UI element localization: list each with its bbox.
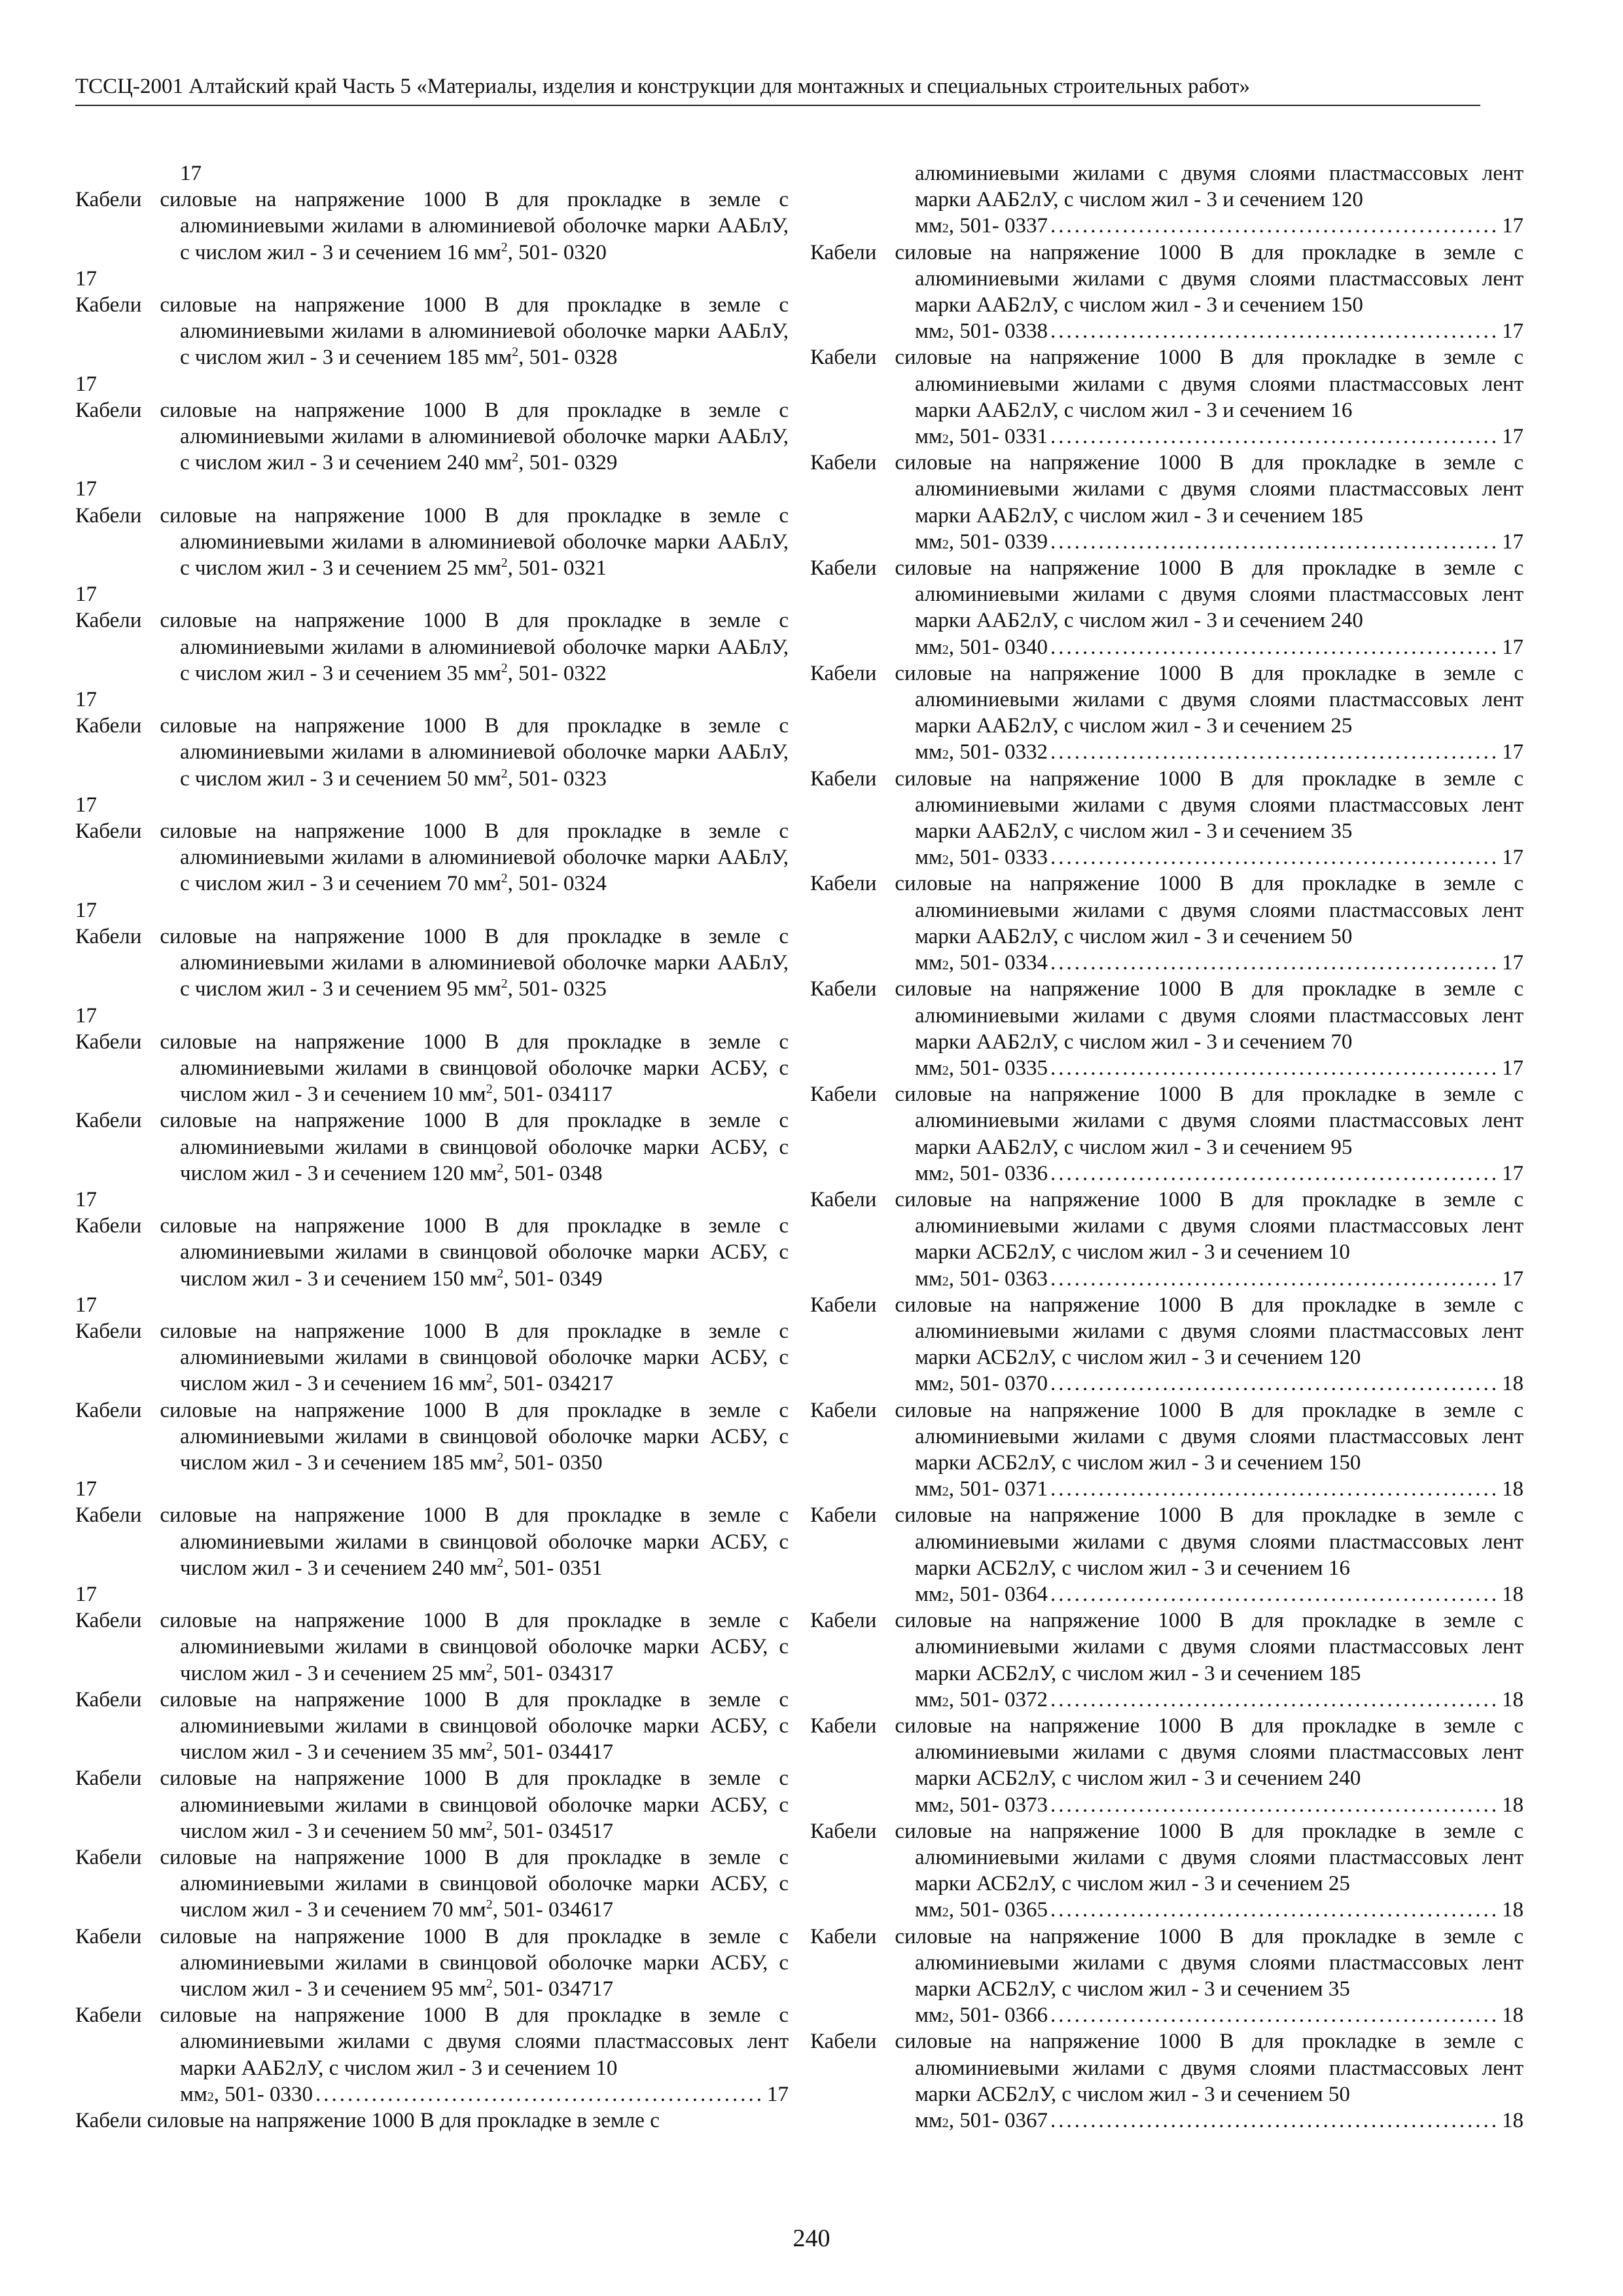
entry-text: Кабели силовые на напряжение 1000 В для прокладке в земле с алюминиевыми жилами в алюминиевой оболочке марки ААБлУ, с числом жил - 3 и сечением 185 мм — [75, 293, 789, 370]
entry-text: Кабели силовые на напряжение 1000 В для прокладке в земле с алюминиевыми жилами в свинцовой оболочке марки АСБУ, с числом жил - 3 и сечением 70 мм — [75, 1846, 789, 1922]
entry-code: , 501- 0348 — [503, 1161, 603, 1185]
entry-tail: мм 2 , 501- 0371 ..... 18 — [915, 1476, 1524, 1502]
index-entry — [75, 1924, 789, 2003]
index-entry — [75, 1687, 789, 1766]
index-entry — [75, 503, 789, 608]
superscript: 2 — [497, 1450, 504, 1465]
index-entry — [810, 1081, 1524, 1187]
entry-text: Кабели силовые на напряжение 1000 В для прокладке в земле с алюминиевыми жилами в свинцовой оболочке марки АСБУ, с числом жил - 3 и сечением 95 мм — [75, 1924, 789, 2001]
entry-text: Кабели силовые на напряжение 1000 В для прокладке в земле с алюминиевыми жилами с двумя слоями пластмассовых лент марки АСБ2лУ, с числом жил - 3 и сечением 16 — [810, 1503, 1524, 1580]
entry-page: 17 — [1502, 951, 1524, 975]
entry-unit: мм — [915, 1687, 942, 1712]
superscript: 2 — [501, 240, 508, 255]
index-entry — [810, 1397, 1524, 1503]
entry-tail: мм 2 , 501- 0370 ..... 18 — [915, 1371, 1524, 1397]
index-entry — [75, 713, 789, 818]
index-column-right — [810, 160, 1524, 2134]
superscript: 2 — [486, 1082, 493, 1097]
entry-text: Кабели силовые на напряжение 1000 В для прокладке в земле с алюминиевыми жилами с двумя слоями пластмассовых лент марки АСБ2лУ, с числом жил - 3 и сечением 185 — [810, 1609, 1524, 1685]
entry-page: 17 — [75, 372, 97, 396]
entry-page: 17 — [75, 477, 97, 501]
entry-unit: мм — [915, 1477, 942, 1501]
entry-page: 17 — [1502, 214, 1524, 238]
entry-page: 17 — [767, 2082, 789, 2106]
entry-code: , 501- 0335 — [948, 1056, 1048, 1080]
entry-text: Кабели силовые на напряжение 1000 В для прокладке в земле с алюминиевыми жилами в алюминиевой оболочке марки ААБлУ, с числом жил - 3 и сечением 35 мм — [75, 609, 789, 685]
entry-unit: мм — [915, 214, 942, 238]
entry-code: , 501- 034317 — [492, 1661, 613, 1685]
entry-code: , 501- 0373 — [948, 1793, 1048, 1817]
index-entry — [810, 2028, 1524, 2134]
dot-leader — [1050, 739, 1499, 765]
entry-page: 17 — [1502, 529, 1524, 554]
entry-code: , 501- 0339 — [948, 529, 1048, 554]
entry-text: Кабели силовые на напряжение 1000 В для прокладке в земле с алюминиевыми жилами в алюминиевой оболочке марки ААБлУ, с числом жил - 3 и сечением 240 мм — [75, 398, 789, 475]
entry-code: , 501- 0338 — [948, 319, 1048, 344]
index-entry — [810, 870, 1524, 976]
entry-text: Кабели силовые на напряжение 1000 В для прокладке в земле с алюминиевыми жилами с двумя слоями пластмассовых лент марки АСБ2лУ, с числом жил - 3 и сечением 35 — [810, 1924, 1524, 2001]
superscript: 2 — [497, 1266, 504, 1281]
superscript: 2 — [512, 345, 519, 360]
entry-tail: мм 2 , 501- 0339 ..... 17 — [915, 529, 1524, 555]
entry-unit: мм — [915, 846, 942, 870]
index-entry — [810, 555, 1524, 660]
entry-text: Кабели силовые на напряжение 1000 В для прокладке в земле с алюминиевыми жилами в алюминиевой оболочке марки ААБлУ, с числом жил - 3 и сечением 16 мм — [75, 188, 789, 264]
entry-page: 17 — [75, 583, 97, 607]
entry-code: , 501- 034117 — [492, 1083, 613, 1107]
entry-tail: мм 2 , 501- 0366 ..... 18 — [915, 2002, 1524, 2028]
entry-text: Кабели силовые на напряжение 1000 В для прокладке в земле с алюминиевыми жилами с двумя слоями пластмассовых лент марки ААБ2лУ, с числом жил - 3 и сечением 95 — [810, 1083, 1524, 1159]
entry-page: 17 — [1502, 740, 1524, 764]
entry-text: Кабели силовые на напряжение 1000 В для прокладке в земле с алюминиевыми жилами с двумя слоями пластмассовых лент марки ААБ2лУ, с числом жил - 3 и сечением 35 — [810, 766, 1524, 844]
entry-tail: мм 2 , 501- 0340 ..... 17 — [915, 634, 1524, 660]
index-entry — [75, 1765, 789, 1844]
index-entry — [810, 1187, 1524, 1292]
entry-text: Кабели силовые на напряжение 1000 В для прокладке в земле с алюминиевыми жилами в алюминиевой оболочке марки ААБлУ, с числом жил - 3 и сечением 95 мм — [75, 924, 789, 1001]
entry-page: 17 — [1502, 1266, 1524, 1291]
entry-text: Кабели силовые на напряжение 1000 В для прокладке в земле с алюминиевыми жилами в свинцовой оболочке марки АСБУ, с числом жил - 3 и сечением 10 мм — [75, 1030, 789, 1107]
entry-page: 17 — [75, 1293, 97, 1317]
entry-code: , 501- 0329 — [518, 451, 618, 475]
entry-tail: мм 2 , 501- 0337 ..... 17 — [915, 213, 1524, 239]
dot-leader — [1050, 1160, 1499, 1187]
entry-page: 18 — [1502, 1898, 1524, 1922]
entry-unit: мм — [915, 951, 942, 975]
entry-code: , 501- 0320 — [507, 240, 607, 264]
index-entry — [810, 1502, 1524, 1607]
entry-code: , 501- 0364 — [948, 1582, 1048, 1606]
index-entry — [75, 1607, 789, 1687]
index-entry — [810, 1292, 1524, 1397]
entry-page: 17 — [75, 1477, 97, 1501]
entry-page: 18 — [1502, 1793, 1524, 1817]
page-number: 240 — [793, 2225, 830, 2252]
superscript: 2 — [497, 1555, 504, 1570]
entry-page: 17 — [1502, 319, 1524, 344]
orphan-page-ref: 17 — [180, 162, 202, 185]
dot-leader — [1050, 2002, 1499, 2028]
entry-tail: мм 2 , 501- 0335 ..... 17 — [915, 1055, 1524, 1081]
entry-code: , 501- 034717 — [492, 1977, 613, 2001]
entry-code: , 501- 0371 — [948, 1477, 1048, 1501]
entry-page: 17 — [75, 1003, 97, 1028]
entry-unit: мм — [180, 2082, 207, 2106]
index-entry — [810, 1713, 1524, 1818]
superscript: 2 — [486, 1818, 493, 1833]
index-entry — [75, 1502, 789, 1607]
superscript: 2 — [501, 977, 508, 992]
entry-text: Кабели силовые на напряжение 1000 В для прокладке в земле с алюминиевыми жилами в свинцовой оболочке марки АСБУ, с числом жил - 3 и сечением 240 мм — [75, 1503, 789, 1580]
index-entry — [75, 1844, 789, 1924]
entry-code: , 501- 034517 — [492, 1819, 613, 1843]
entry-page: 18 — [1502, 2109, 1524, 2133]
entry-tail: мм 2 , 501- 0363 ..... 17 — [915, 1266, 1524, 1292]
index-entry — [810, 976, 1524, 1081]
entry-page: 17 — [75, 266, 97, 291]
index-entry — [75, 924, 789, 1029]
dot-leader — [1050, 950, 1499, 976]
entry-code: , 501- 0334 — [948, 951, 1048, 975]
superscript: 2 — [512, 450, 519, 465]
entry-tail: мм 2 , 501- 0333 ..... 17 — [915, 844, 1524, 870]
index-entry — [810, 1818, 1524, 1924]
dot-leader — [1050, 2108, 1499, 2134]
entry-text: Кабели силовые на напряжение 1000 В для прокладке в земле с алюминиевыми жилами с двумя слоями пластмассовых лент марки АСБ2лУ, с числом жил - 3 и сечением 240 — [810, 1713, 1524, 1791]
entry-page: 17 — [1502, 425, 1524, 449]
entry-text: Кабели силовые на напряжение 1000 В для прокладке в земле с алюминиевыми жилами с двумя слоями пластмассовых лент марки ААБ2лУ, с числом жил - 3 и сечением 240 — [810, 556, 1524, 633]
entry-text: алюминиевыми жилами с двумя слоями пластмассовых лент марки ААБ2лУ, с числом жил - 3 и сечением 120 — [915, 162, 1524, 212]
entry-page: 17 — [75, 688, 97, 712]
dot-leader — [1050, 213, 1499, 239]
entry-text: Кабели силовые на напряжение 1000 В для прокладке в земле с алюминиевыми жилами с двумя слоями пластмассовых лент марки АСБ2лУ, с числом жил - 3 и сечением 25 — [810, 1819, 1524, 1896]
entry-tail: мм 2 , 501- 0332 ..... 17 — [915, 739, 1524, 765]
entry-code: , 501- 0340 — [948, 635, 1048, 659]
index-entry — [75, 397, 789, 503]
entry-page: 17 — [1502, 1161, 1524, 1185]
index-entry-trailing: Кабели силовые на напряжение 1000 В для прокладке в земле с — [75, 2109, 660, 2133]
entry-code: , 501- 0351 — [503, 1556, 603, 1580]
entry-code: , 501- 034217 — [492, 1372, 613, 1396]
index-entry — [75, 1107, 789, 1213]
entry-code: , 501- 0337 — [948, 214, 1048, 238]
entry-code: , 501- 0336 — [948, 1161, 1048, 1185]
entry-unit: мм — [915, 2109, 942, 2133]
entry-code: , 501- 0349 — [503, 1266, 603, 1291]
entry-text: Кабели силовые на напряжение 1000 В для прокладке в земле с алюминиевыми жилами с двумя слоями пластмассовых лент марки АСБ2лУ, с числом жил - 3 и сечением 10 — [810, 1187, 1524, 1265]
entry-unit: мм — [915, 1161, 942, 1185]
entry-code: , 501- 0324 — [507, 872, 607, 896]
entry-code: , 501- 0363 — [948, 1266, 1048, 1291]
right-entry-list — [810, 240, 1524, 2134]
index-entry — [810, 450, 1524, 555]
entry-page: 18 — [1502, 1372, 1524, 1396]
entry-code: , 501- 0366 — [948, 2003, 1048, 2028]
entry-code: , 501- 0325 — [507, 977, 607, 1001]
entry-page: 17 — [1502, 846, 1524, 870]
dot-leader — [315, 2081, 764, 2108]
entry-tail: мм 2 , 501- 0336 ..... 17 — [915, 1160, 1524, 1187]
left-entry-list — [75, 187, 789, 2002]
dot-leader — [1050, 529, 1499, 555]
index-entry — [75, 2002, 789, 2108]
index-column-left — [75, 160, 789, 2134]
entry-unit: мм — [915, 529, 942, 554]
entry-text: Кабели силовые на напряжение 1000 В для прокладке в земле с алюминиевыми жилами с двумя слоями пластмассовых лент марки ААБ2лУ, с числом жил - 3 и сечением 16 — [810, 346, 1524, 422]
entry-text: Кабели силовые на напряжение 1000 В для прокладке в земле с алюминиевыми жилами с двумя слоями пластмассовых лент марки ААБ2лУ, с числом жил - 3 и сечением 50 — [810, 872, 1524, 948]
entry-code: , 501- 0333 — [948, 846, 1048, 870]
entry-code: , 501- 0323 — [507, 766, 607, 791]
entry-unit: мм — [915, 740, 942, 764]
index-entry — [75, 187, 789, 292]
entry-text: Кабели силовые на напряжение 1000 В для прокладке в земле с алюминиевыми жилами в свинцовой оболочке марки АСБУ, с числом жил - 3 и сечением 185 мм — [75, 1398, 789, 1475]
superscript: 2 — [486, 1977, 493, 1992]
entry-unit: мм — [915, 425, 942, 449]
entry-code: , 501- 0370 — [948, 1372, 1048, 1396]
superscript: 2 — [501, 660, 508, 675]
entry-page: 17 — [1502, 635, 1524, 659]
entry-text: Кабели силовые на напряжение 1000 В для прокладке в земле с алюминиевыми жилами в свинцовой оболочке марки АСБУ, с числом жил - 3 и сечением 35 мм — [75, 1687, 789, 1765]
superscript: 2 — [501, 556, 508, 571]
entry-text: Кабели силовые на напряжение 1000 В для прокладке в земле с алюминиевыми жилами в свинцовой оболочке марки АСБУ, с числом жил - 3 и сечением 25 мм — [75, 1609, 789, 1685]
entry-tail: мм 2 , 501- 0330 ..... 17 — [180, 2081, 789, 2108]
entry-code: , 501- 0332 — [948, 740, 1048, 764]
entry-tail: мм 2 , 501- 0334 ..... 17 — [915, 950, 1524, 976]
entry-page: 18 — [1502, 1477, 1524, 1501]
entry-code: , 501- 034417 — [492, 1740, 613, 1765]
superscript: 2 — [486, 1660, 493, 1676]
index-entry — [810, 1924, 1524, 2029]
entry-page: 18 — [1502, 1582, 1524, 1606]
entry-tail: мм 2 , 501- 0338 ..... 17 — [915, 318, 1524, 344]
index-entry — [810, 344, 1524, 450]
entry-text: Кабели силовые на напряжение 1000 В для прокладке в земле с алюминиевыми жилами с двумя слоями пластмассовых лент марки ААБ2лУ, с числом жил - 3 и сечением 185 — [810, 451, 1524, 528]
entry-tail: мм 2 , 501- 0365 ..... 18 — [915, 1897, 1524, 1923]
entry-code: , 501- 0328 — [518, 346, 618, 370]
entry-unit: мм — [915, 1582, 942, 1606]
index-entry-continuation — [810, 160, 1524, 240]
entry-text: Кабели силовые на напряжение 1000 В для прокладке в земле с алюминиевыми жилами с двумя слоями пластмассовых лент марки ААБ2лУ, с числом жил - 3 и сечением 25 — [810, 661, 1524, 738]
entry-unit: мм — [915, 1793, 942, 1817]
index-entry — [75, 1397, 789, 1503]
entry-tail: мм 2 , 501- 0373 ..... 18 — [915, 1792, 1524, 1818]
entry-unit: мм — [915, 1056, 942, 1080]
dot-leader — [1050, 1687, 1499, 1713]
entry-text: Кабели силовые на напряжение 1000 В для прокладке в земле с алюминиевыми жилами в алюминиевой оболочке марки ААБлУ, с числом жил - 3 и сечением 70 мм — [75, 819, 789, 896]
entry-text: Кабели силовые на напряжение 1000 В для прокладке в земле с алюминиевыми жилами в алюминиевой оболочке марки ААБлУ, с числом жил - 3 и сечением 50 мм — [75, 714, 789, 791]
dot-leader — [1050, 1792, 1499, 1818]
index-entry — [810, 660, 1524, 766]
dot-leader — [1050, 1266, 1499, 1292]
index-entry — [810, 1607, 1524, 1713]
running-header: ТССЦ-2001 Алтайский край Часть 5 «Материалы, изделия и конструкции для монтажных и специальных строительных работ» — [75, 75, 1251, 98]
entry-code: , 501- 0331 — [948, 425, 1048, 449]
dot-leader — [1050, 423, 1499, 450]
entry-page: 17 — [75, 1187, 97, 1211]
entry-text: Кабели силовые на напряжение 1000 В для прокладке в земле с алюминиевыми жилами с двумя слоями пластмассовых лент марки ААБ2лУ, с числом жил - 3 и сечением 70 — [810, 977, 1524, 1054]
entry-unit: мм — [915, 1372, 942, 1396]
entry-unit: мм — [915, 1898, 942, 1922]
index-entry — [75, 1213, 789, 1318]
entry-unit: мм — [915, 319, 942, 344]
index-entry — [75, 607, 789, 713]
entry-unit: мм — [915, 635, 942, 659]
entry-code: , 501- 0367 — [948, 2109, 1048, 2133]
entry-text: Кабели силовые на напряжение 1000 В для прокладке в земле с алюминиевыми жилами с двумя слоями пластмассовых лент марки АСБ2лУ, с числом жил - 3 и сечением 50 — [810, 2030, 1524, 2106]
superscript: 2 — [501, 871, 508, 886]
index-entry — [75, 292, 789, 397]
entry-unit: мм — [915, 2003, 942, 2028]
entry-text: Кабели силовые на напряжение 1000 В для прокладке в земле с алюминиевыми жилами в свинцовой оболочке марки АСБУ, с числом жил - 3 и сечением 16 мм — [75, 1319, 789, 1396]
entry-code: , 501- 0350 — [503, 1450, 603, 1475]
entry-code: , 501- 0330 — [213, 2082, 313, 2106]
dot-leader — [1050, 1581, 1499, 1607]
entry-text: Кабели силовые на напряжение 1000 В для прокладке в земле с алюминиевыми жилами с двумя слоями пластмассовых лент марки ААБ2лУ, с числом жил - 3 и сечением 150 — [810, 240, 1524, 317]
entry-tail: мм 2 , 501- 0331 ..... 17 — [915, 423, 1524, 450]
entry-page: 17 — [75, 1582, 97, 1606]
index-entry — [75, 1029, 789, 1108]
entry-text: Кабели силовые на напряжение 1000 В для прокладке в земле с алюминиевыми жилами с двумя слоями пластмассовых лент марки АСБ2лУ, с числом жил - 3 и сечением 150 — [810, 1398, 1524, 1475]
superscript: 2 — [486, 1740, 493, 1755]
index-entry — [810, 240, 1524, 345]
entry-text: Кабели силовые на напряжение 1000 В для прокладке в земле с алюминиевыми жилами в свинцовой оболочке марки АСБУ, с числом жил - 3 и сечением 50 мм — [75, 1767, 789, 1843]
superscript: 2 — [486, 1897, 493, 1912]
entry-code: , 501- 0372 — [948, 1687, 1048, 1712]
entry-code: , 501- 0365 — [948, 1898, 1048, 1922]
entry-text: Кабели силовые на напряжение 1000 В для прокладке в земле с алюминиевыми жилами в алюминиевой оболочке марки ААБлУ, с числом жил - 3 и сечением 25 мм — [75, 503, 789, 581]
entry-page: 18 — [1502, 1687, 1524, 1712]
superscript: 2 — [497, 1160, 504, 1175]
entry-tail: мм 2 , 501- 0367 ..... 18 — [915, 2108, 1524, 2134]
entry-page: 17 — [75, 898, 97, 922]
entry-unit: мм — [915, 1266, 942, 1291]
entry-tail: мм 2 , 501- 0372 ..... 18 — [915, 1687, 1524, 1713]
superscript: 2 — [486, 1371, 493, 1386]
entry-text: Кабели силовые на напряжение 1000 В для прокладке в земле с алюминиевыми жилами в свинцовой оболочке марки АСБУ, с числом жил - 3 и сечением 150 мм — [75, 1214, 789, 1291]
index-entry — [810, 766, 1524, 871]
dot-leader — [1050, 1371, 1499, 1397]
entry-text: Кабели силовые на напряжение 1000 В для прокладке в земле с алюминиевыми жилами с двумя слоями пластмассовых лент марки ААБ2лУ, с числом жил - 3 и сечением 10 — [75, 2003, 789, 2080]
header-rule — [75, 105, 1480, 106]
entry-code: , 501- 0322 — [507, 661, 607, 685]
entry-text: Кабели силовые на напряжение 1000 В для прокладке в земле с алюминиевыми жилами с двумя слоями пластмассовых лент марки АСБ2лУ, с числом жил - 3 и сечением 120 — [810, 1293, 1524, 1370]
entry-text: Кабели силовые на напряжение 1000 В для прокладке в земле с алюминиевыми жилами в свинцовой оболочке марки АСБУ, с числом жил - 3 и сечением 120 мм — [75, 1109, 789, 1185]
index-entry — [75, 1318, 789, 1397]
entry-page: 17 — [75, 793, 97, 817]
dot-leader — [1050, 844, 1499, 870]
entry-page: 17 — [1502, 1056, 1524, 1080]
superscript: 2 — [501, 766, 508, 781]
entry-tail: мм 2 , 501- 0364 ..... 18 — [915, 1581, 1524, 1607]
dot-leader — [1050, 1055, 1499, 1081]
entry-page: 18 — [1502, 2003, 1524, 2028]
dot-leader — [1050, 318, 1499, 344]
dot-leader — [1050, 1897, 1499, 1923]
index-entry — [75, 818, 789, 924]
entry-code: , 501- 034617 — [492, 1898, 613, 1922]
dot-leader — [1050, 634, 1499, 660]
entry-code: , 501- 0321 — [507, 556, 607, 581]
dot-leader — [1050, 1476, 1499, 1502]
